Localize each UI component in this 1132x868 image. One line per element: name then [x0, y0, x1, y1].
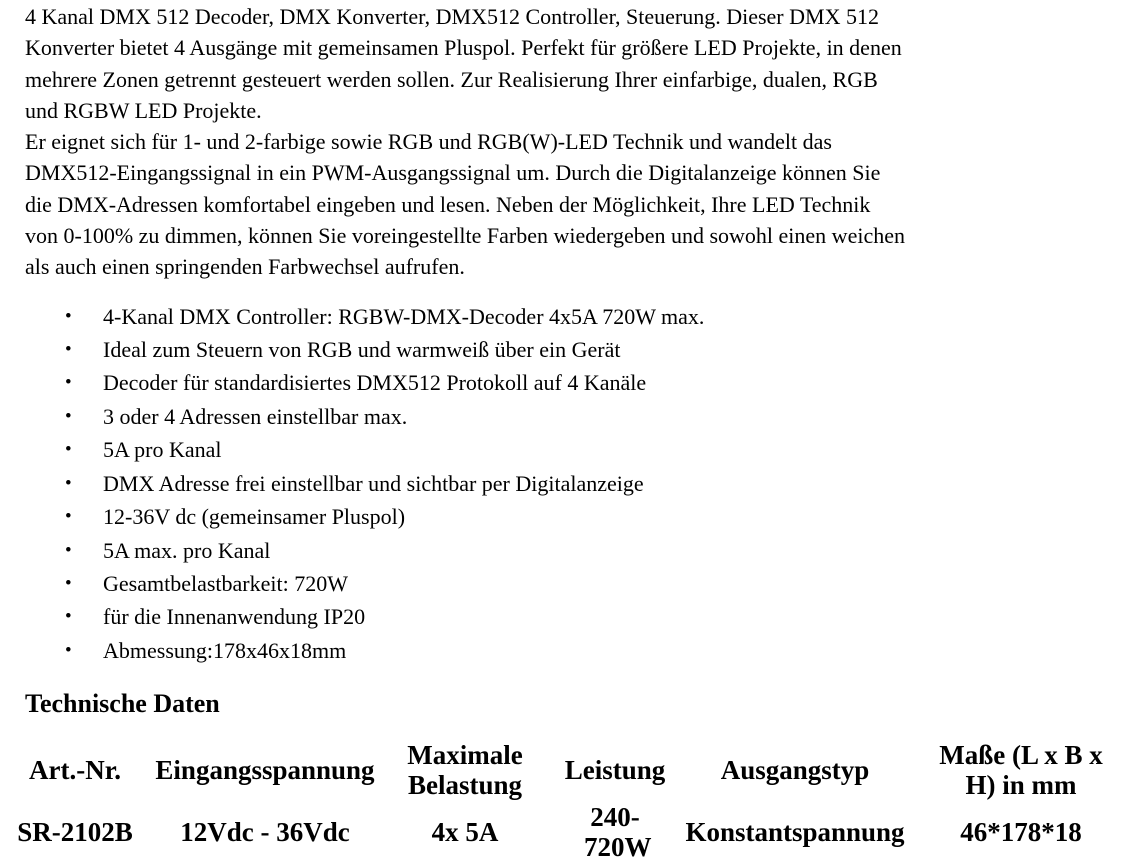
feature-item: • 3 oder 4 Adressen einstellbar max. [25, 400, 1115, 433]
column-header-ausgangstyp: Ausgangstyp [720, 755, 870, 786]
cell-masse: 46*178*18 [960, 817, 1082, 848]
column-header-maximale-belastung: Maximale Belastung [407, 740, 523, 801]
feature-item: • für die Innenanwendung IP20 [25, 600, 1115, 633]
cell-art-nr: SR-2102B [17, 817, 133, 848]
feature-item: • 4-Kanal DMX Controller: RGBW-DMX-Decoder 4x5A 720W max. [25, 300, 1115, 333]
feature-list [25, 300, 1115, 667]
table-row [0, 801, 1132, 863]
feature-item: • DMX Adresse frei einstellbar und sichtbar per Digitalanzeige [25, 467, 1115, 500]
tech-data-table [0, 739, 1132, 863]
column-header-eingangsspannung: Eingangsspannung [155, 755, 375, 786]
cell-maximale-belastung: 4x 5A [431, 817, 499, 848]
tech-table-header-row [0, 739, 1132, 801]
feature-item: • Decoder für standardisiertes DMX512 Protokoll auf 4 Kanäle [25, 366, 1115, 399]
feature-item: • 5A max. pro Kanal [25, 534, 1115, 567]
tech-table-body [0, 801, 1132, 863]
cell-ausgangstyp: Konstantspannung [685, 817, 905, 848]
column-header-leistung: Leistung [564, 755, 666, 786]
feature-item: • Ideal zum Steuern von RGB und warmweiß über ein Gerät [25, 333, 1115, 366]
feature-item: • Abmessung:178x46x18mm [25, 634, 1115, 667]
details-paragraph: Er eignet sich für 1- und 2-farbige sowie RGB und RGB(W)-LED Technik und wandelt das DMX512-Eingangssignal in ein PWM-Ausgangssignal um. Durch die Digitalanzeige können Sie die DMX-Adressen komfortabel eingeben und lesen. Neben der Möglichkeit, Ihre LED Technik von 0-100% zu dimmen, können Sie voreingestellte Farben wiedergeben und sowohl einen weichen als auch einen springenden Farbwechsel aufrufen. [25, 129, 905, 280]
cell-eingangsspannung: 12Vdc - 36Vdc [180, 817, 350, 848]
intro-paragraph: 4 Kanal DMX 512 Decoder, DMX Konverter, DMX512 Controller, Steuerung. Dieser DMX 512 Konverter bietet 4 Ausgänge mit gemeinsamen Pluspol. Perfekt für größere LED Projekte, in denen mehrere Zonen getrennt gesteuert werden sollen. Zur Realisierung Ihrer einfarbige, dualen, RGB und RGBW LED Projekte. [25, 4, 902, 123]
column-header-art-nr: Art.-Nr. [29, 755, 121, 786]
feature-item: • Gesamtbelastbarkeit: 720W [25, 567, 1115, 600]
feature-item: • 5A pro Kanal [25, 433, 1115, 466]
column-header-masse: Maße (L x B x H) in mm [939, 740, 1103, 801]
cell-leistung: 240-720W [584, 802, 652, 863]
tech-data-heading: Technische Daten [25, 689, 220, 719]
feature-item: • 12-36V dc (gemeinsamer Pluspol) [25, 500, 1115, 533]
